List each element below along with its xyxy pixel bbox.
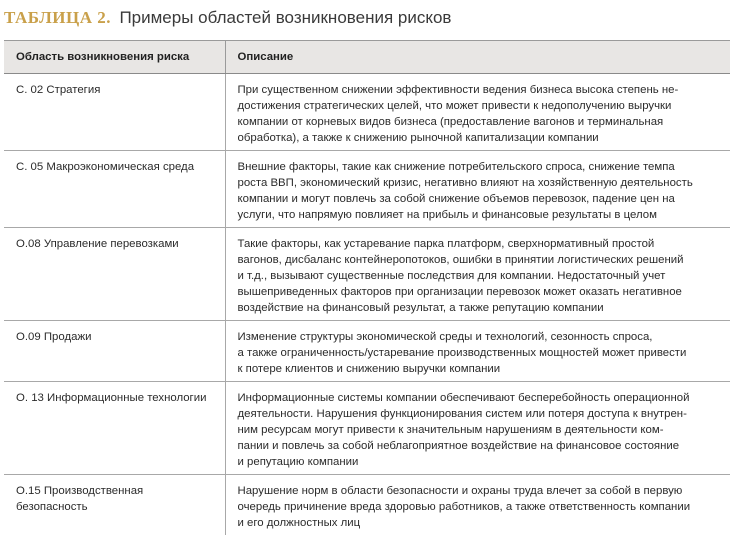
risk-area-cell	[4, 321, 225, 382]
description-line: Изменение структуры экономической среды и технологий, сезонность спроса,	[237, 331, 653, 343]
description-line: и репутацию компании	[237, 456, 359, 468]
risk-area-cell	[4, 382, 225, 475]
description-cell	[225, 321, 730, 382]
risk-area-cell	[4, 74, 225, 151]
risk-area-cell	[4, 475, 225, 536]
description-line: Информационные системы компании обеспечивают бесперебойность операционной	[237, 392, 690, 404]
description-line: вагонов, дисбаланс контейнеропотоков, ошибки в принятии логистических решений	[237, 254, 684, 266]
description-line: и его должностных лиц	[237, 517, 361, 529]
description-line: При существенном снижении эффективности ведения бизнеса высока степень не-	[237, 84, 679, 96]
risk-area-cell	[4, 228, 225, 321]
risk-area-line: О.15 Производственная	[16, 485, 144, 497]
table-row	[4, 475, 730, 536]
description-line: Нарушение норм в области безопасности и охраны труда влечет за собой в первую	[237, 485, 683, 497]
header-risk-area: Область возникновения риска	[4, 41, 225, 74]
risk-area-line: О. 13 Информационные технологии	[16, 392, 207, 404]
description-line: обработка), а также к снижению рыночной капитализации компании	[237, 132, 599, 144]
description-line: к потере клиентов и снижению выручки компании	[237, 363, 501, 375]
description-cell	[225, 74, 730, 151]
description-line: Внешние факторы, такие как снижение потребительского спроса, снижение темпа	[237, 161, 675, 173]
table-number-label: ТАБЛИЦА 2.	[4, 8, 111, 27]
description-line: деятельности. Нарушения функционирования систем или потеря доступа к внутрен-	[237, 408, 687, 420]
description-line: и т.д., вызывают существенные последствия для компании. Недостаточный учет	[237, 270, 666, 282]
description-cell	[225, 151, 730, 228]
table-row	[4, 74, 730, 151]
risk-area-line: С. 05 Макроэкономическая среда	[16, 161, 195, 173]
description-line: пании и повлечь за собой неблагоприятное воздействие на финансовое состояние	[237, 440, 680, 452]
description-line: Такие факторы, как устаревание парка платформ, сверхнормативный простой	[237, 238, 655, 250]
description-line: роста ВВП, экономический кризис, негативно влияют на хозяйственную деятельность	[237, 177, 693, 189]
table-header-row	[4, 41, 730, 74]
table-body	[4, 74, 730, 536]
description-line: услуги, что напрямую повлияет на прибыль и финансовые результаты в целом	[237, 209, 657, 221]
description-line: достижения стратегических целей, что может привести к недополучению выручки	[237, 100, 672, 112]
table-row	[4, 151, 730, 228]
risk-area-line: безопасность	[16, 501, 88, 513]
risk-area-line: О.09 Продажи	[16, 331, 92, 343]
table-row	[4, 228, 730, 321]
description-line: компании и могут повлечь за собой снижение объемов перевозок, падение цен на	[237, 193, 675, 205]
table-row	[4, 321, 730, 382]
description-cell	[225, 228, 730, 321]
description-cell	[225, 382, 730, 475]
table-title	[4, 6, 451, 31]
table-row	[4, 382, 730, 475]
description-line: вышеприведенных факторов при организации перевозок может оказать негативное	[237, 286, 682, 298]
description-line: воздействие на финансовый результат, а также репутацию компании	[237, 302, 604, 314]
risk-area-line: О.08 Управление перевозками	[16, 238, 179, 250]
description-line: а также ограниченность/устаревание производственных мощностей может привести	[237, 347, 687, 359]
table-caption: Примеры областей возникновения рисков	[119, 8, 452, 27]
header-description: Описание	[225, 41, 730, 74]
risk-area-line: С. 02 Стратегия	[16, 84, 101, 96]
description-cell	[225, 475, 730, 536]
risk-areas-table	[4, 40, 730, 535]
description-line: компании от корневых видов бизнеса (предоставление вагонов и терминальная	[237, 116, 664, 128]
description-line: очередь причинение вреда здоровью работников, а также ответственность компании	[237, 501, 691, 513]
risk-area-cell	[4, 151, 225, 228]
description-line: ним ресурсам могут привести к значительным нарушениям в деятельности ком-	[237, 424, 664, 436]
